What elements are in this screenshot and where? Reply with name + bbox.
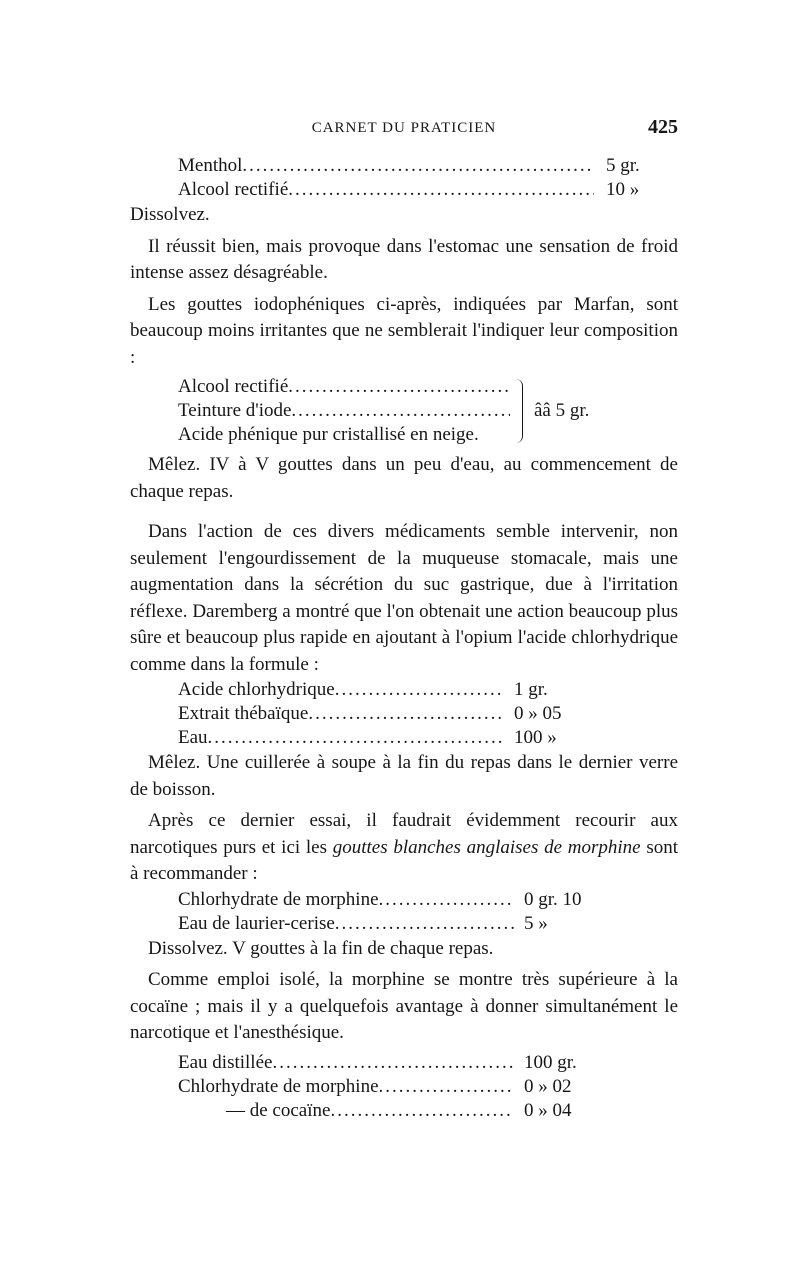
leader-dots — [242, 154, 594, 178]
prescription-line — [178, 423, 510, 447]
prescription-morphine-cocaine — [130, 1051, 608, 1123]
ingredient-quantity: 1 gr. — [514, 679, 548, 700]
page-header — [130, 116, 678, 142]
ingredient-quantity: 0 » 05 — [514, 703, 562, 724]
brace-ingredients — [178, 375, 510, 447]
prescription-line — [178, 888, 608, 912]
paragraph — [130, 808, 678, 888]
prescription-line — [178, 912, 608, 936]
page-number: 425 — [648, 116, 678, 138]
paragraph: Comme emploi isolé, la morphine se montre très supérieure à la cocaïne ; mais il y a quelquefois avantage à donner simultanément le narcotique et l'anesthésique. — [130, 969, 678, 1043]
prescription-line — [178, 178, 678, 202]
ingredient-quantity: ââ 5 gr. — [534, 400, 590, 421]
ingredient-name: Chlorhydrate de morphine — [178, 888, 379, 910]
leader-dots — [379, 888, 514, 912]
paragraph: Mêlez. IV à V gouttes dans un peu d'eau, au commencement de chaque repas. — [130, 454, 678, 502]
paragraph: Dans l'action de ces divers médicaments semble intervenir, non seulement l'engourdissement de la muqueuse stomacale, mais une augmentation dans la sécrétion du suc gastrique, due à l'irritation réflexe. Daremberg a montré que l'on obtenait une action beaucoup plus sûre et beaucoup plus rapide en ajoutant à l'opium l'acide chlorhydrique comme dans la formule : — [130, 521, 678, 675]
ingredient-name: Teinture d'iode — [178, 400, 292, 421]
paragraph: Les gouttes iodophéniques ci-après, indiquées par Marfan, sont beaucoup moins irritantes que ne semblerait l'indiquer leur composition : — [130, 293, 678, 368]
ingredient-quantity: 5 gr. — [606, 155, 640, 176]
prescription-line — [178, 702, 598, 726]
ingredient-quantity: 0 gr. 10 — [524, 888, 582, 910]
ingredient-quantity: 0 » 04 — [524, 1099, 572, 1121]
curly-brace — [514, 375, 528, 447]
leader-dots — [379, 1075, 514, 1099]
leader-dots — [288, 178, 594, 202]
ingredient-quantity: 10 » — [606, 179, 640, 200]
leader-dots — [330, 1099, 514, 1123]
ingredient-quantity: 0 » 02 — [524, 1075, 572, 1097]
leader-dots — [335, 912, 514, 936]
paragraph: Il réussit bien, mais provoque dans l'estomac une sensation de froid intense assez désagréable. — [130, 235, 678, 283]
prescription-menthol — [130, 154, 678, 202]
prescription-line — [178, 399, 510, 423]
prescription-line — [178, 1075, 608, 1099]
paragraph-text: Après ce dernier essai, il faudrait évidemment recourir aux narcotiques purs et ici les — [130, 810, 678, 858]
paragraph: Mêlez. Une cuillerée à soupe à la fin du repas dans le dernier verre de boisson. — [130, 752, 678, 800]
italic-term: gouttes blanches anglaises de morphine — [332, 836, 641, 858]
paragraph-text: sont à recommander : — [130, 836, 678, 884]
prescription-line — [178, 1099, 608, 1123]
ingredient-name: Menthol — [178, 155, 243, 176]
ingredient-name: Alcool rectifié — [178, 376, 289, 397]
prescription-line — [178, 678, 598, 702]
ingredient-name: Eau — [178, 727, 208, 748]
prescription-line — [178, 1051, 608, 1075]
ingredient-name: Eau de laurier-cerise — [178, 912, 335, 934]
ingredient-name: Extrait thébaïque — [178, 703, 309, 724]
leader-dots — [288, 375, 510, 399]
instruction-text: Dissolvez. — [130, 204, 210, 225]
page-body — [130, 154, 678, 1123]
prescription-line — [178, 375, 510, 399]
ingredient-name: — de cocaïne — [226, 1099, 331, 1121]
ingredient-name: Acide chlorhydrique — [178, 679, 335, 700]
prescription-line — [178, 726, 598, 750]
prescription-iodophenic — [130, 375, 678, 447]
ingredient-quantity: 100 gr. — [524, 1051, 577, 1073]
leader-dots — [208, 726, 504, 750]
leader-dots — [272, 1051, 514, 1075]
ingredient-name: Alcool rectifié — [178, 179, 289, 200]
ingredient-name: Acide phénique pur cristallisé en neige. — [178, 424, 479, 445]
leader-dots — [335, 678, 504, 702]
ingredient-quantity: 5 » — [524, 912, 548, 934]
leader-dots — [308, 702, 504, 726]
prescription-daremberg — [130, 678, 598, 750]
running-head: CARNET DU PRATICIEN — [311, 120, 497, 136]
leader-dots — [291, 399, 510, 423]
ingredient-name: Chlorhydrate de morphine — [178, 1075, 379, 1097]
ingredient-name: Eau distillée — [178, 1051, 273, 1073]
ingredient-quantity: 100 » — [514, 727, 557, 748]
prescription-line — [178, 154, 678, 178]
paragraph: Dissolvez. V gouttes à la fin de chaque repas. — [148, 937, 494, 959]
prescription-morphine-drops — [130, 888, 608, 936]
